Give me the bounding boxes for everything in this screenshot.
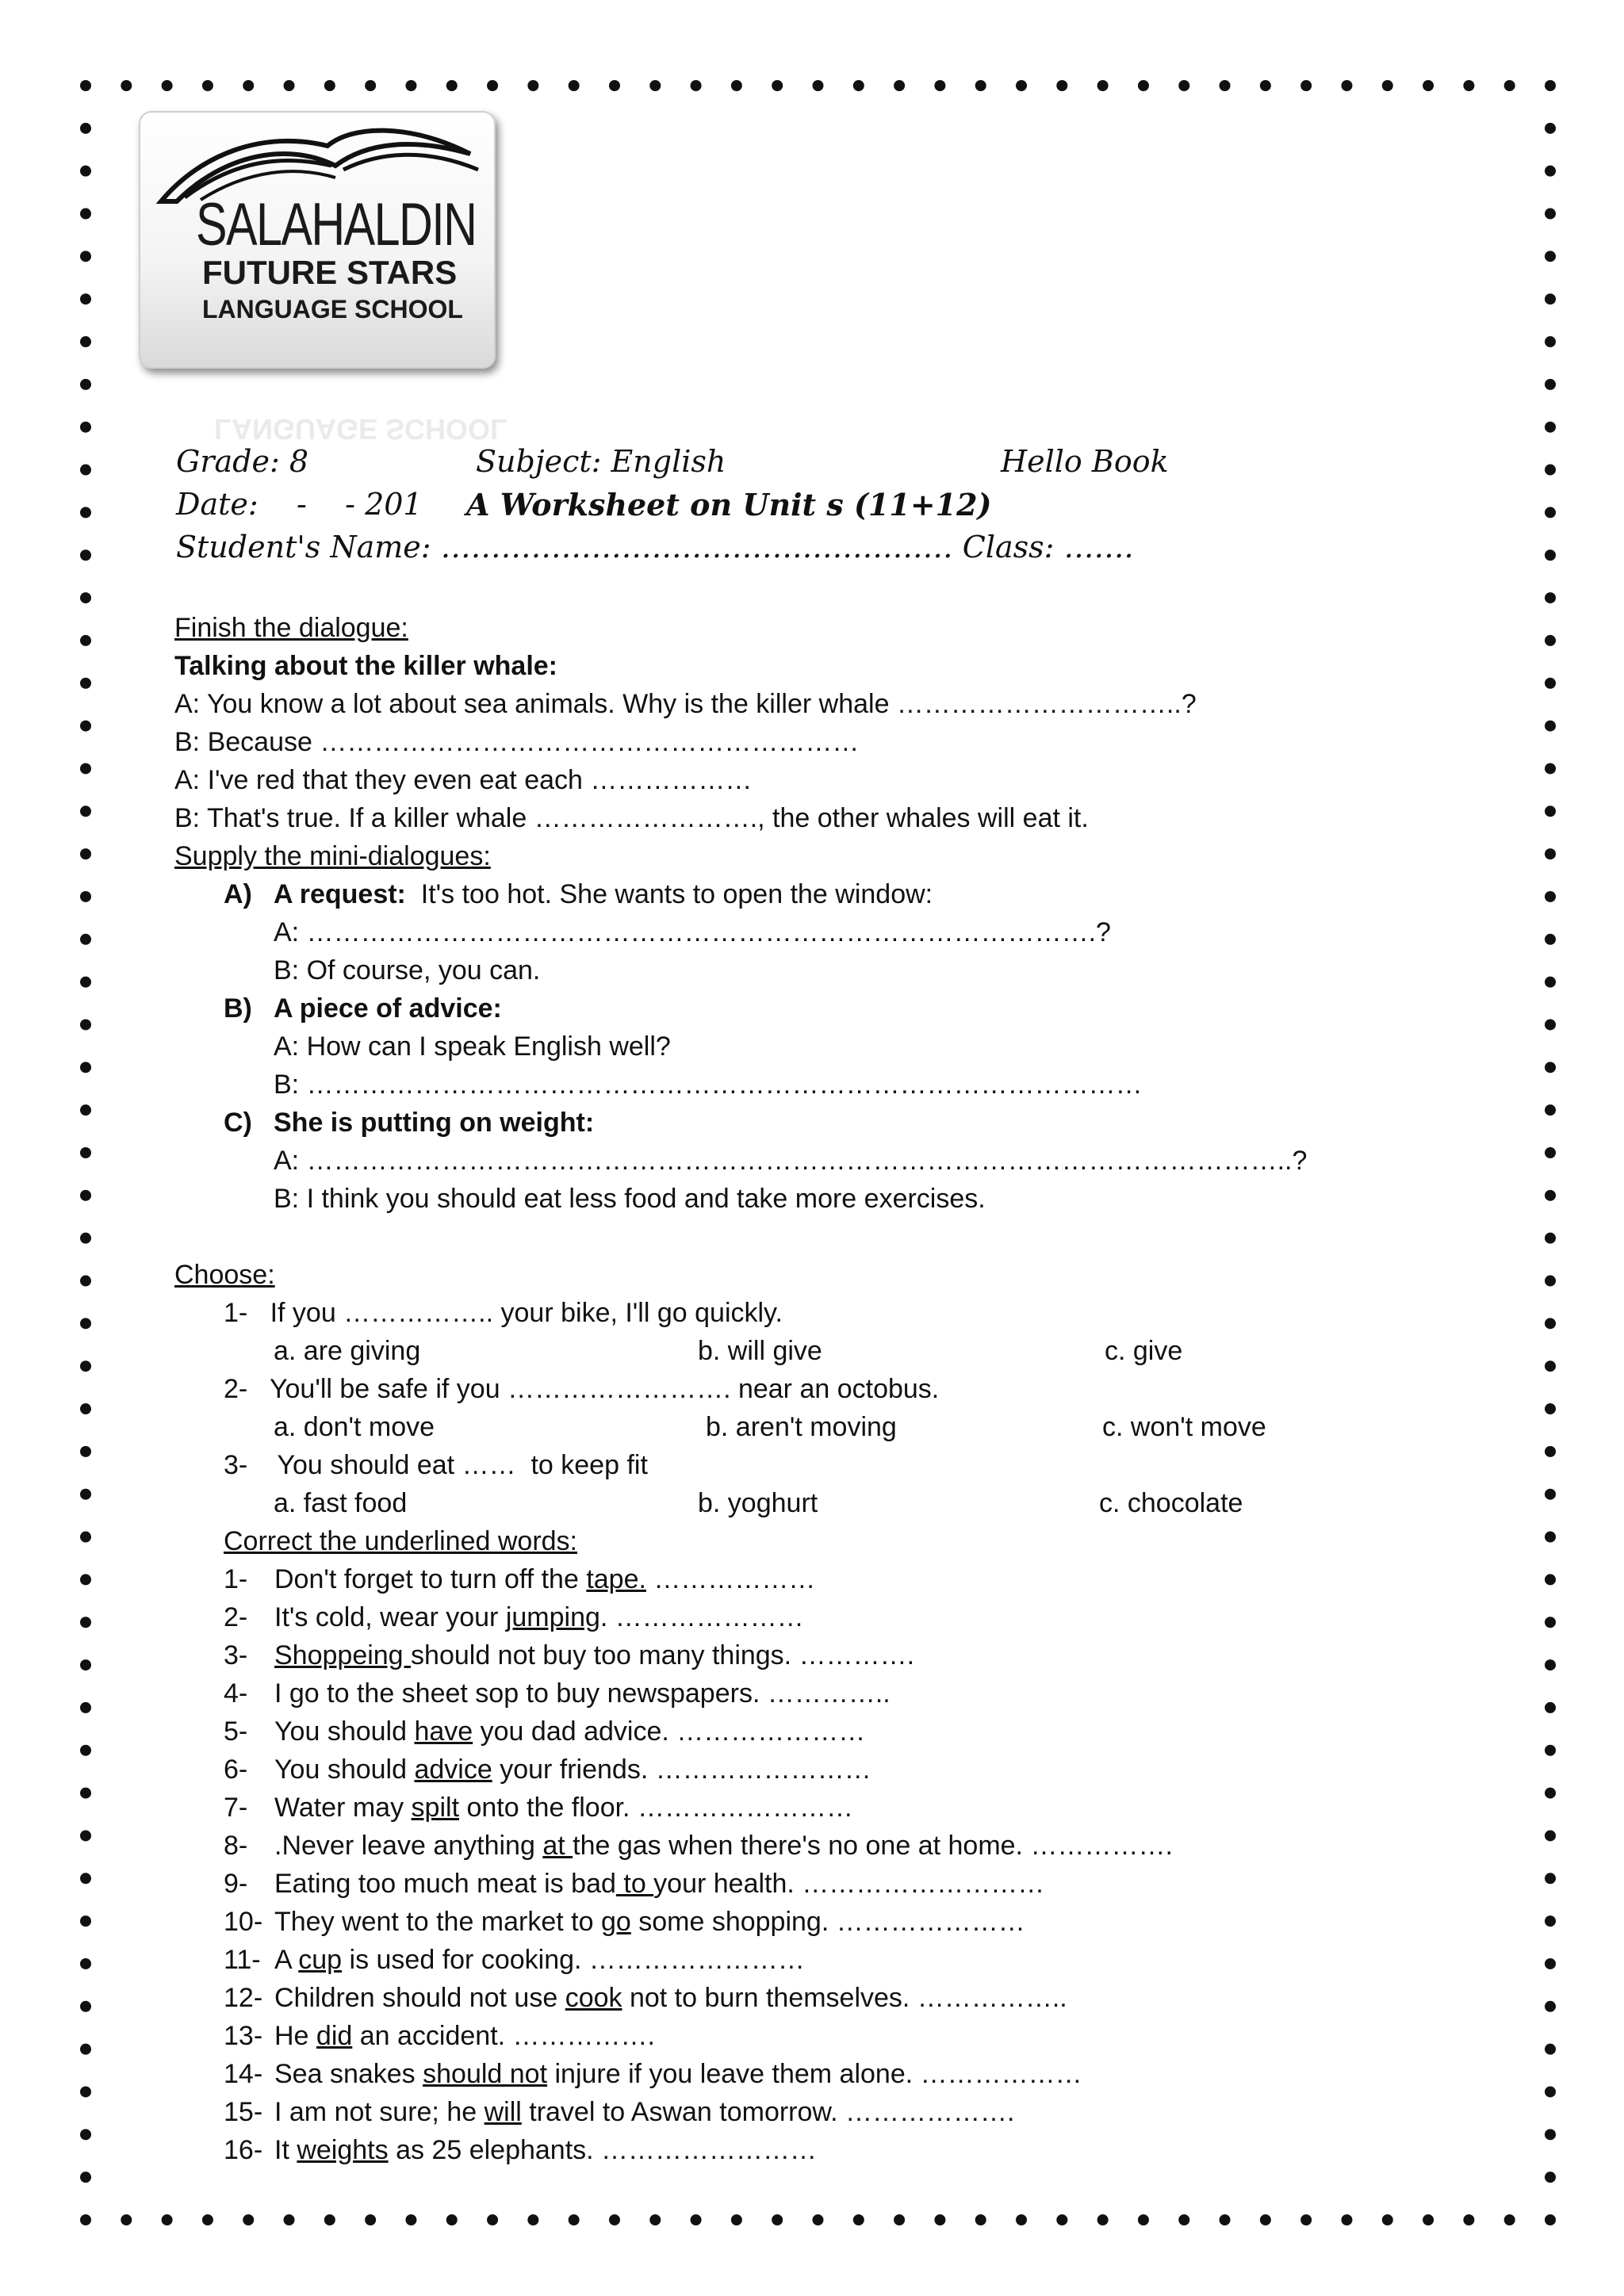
choose-q3-b: b. yoghurt bbox=[698, 1488, 818, 1518]
correct-item bbox=[224, 2135, 817, 2166]
choose-q2-b: b. aren't moving bbox=[706, 1412, 897, 1442]
finish-dialogue-heading: Finish the dialogue: bbox=[174, 613, 408, 643]
correct-item-answer: as 25 elephants. …………………… bbox=[388, 2135, 818, 2165]
correct-item-underlined: have bbox=[414, 1716, 473, 1747]
correct-item bbox=[224, 1983, 1067, 2014]
correct-item-text: Eating too much meat is bad bbox=[274, 1869, 616, 1899]
correct-item-text: They went to the market to bbox=[274, 1907, 601, 1937]
correct-item-underlined: will bbox=[484, 2097, 522, 2127]
dialogue-line-3: A: I've red that they even eat each ……………… bbox=[174, 765, 753, 795]
correct-item-answer: not to burn themselves. …………….. bbox=[622, 1983, 1067, 2013]
item-c-line-1: A: ………………………………………………………………………………………………..? bbox=[274, 1146, 1308, 1176]
correct-item-underlined: jumping bbox=[505, 1602, 600, 1632]
correct-item-number: 13- bbox=[224, 2021, 263, 2051]
correct-item-underlined: did bbox=[316, 2021, 353, 2051]
correct-item-number: 1- bbox=[224, 1564, 248, 1594]
worksheet-title: A Worksheet on Unit s (11+12) bbox=[466, 487, 992, 522]
correct-item bbox=[224, 2097, 1014, 2128]
correct-item-number: 3- bbox=[224, 1640, 248, 1670]
item-b-title: A piece of advice: bbox=[274, 993, 502, 1024]
choose-q1-a: a. are giving bbox=[274, 1336, 421, 1366]
choose-heading: Choose: bbox=[174, 1260, 275, 1290]
student-name-line: Student's Name: …………………………………………… Class: ……. bbox=[176, 530, 1134, 564]
correct-item bbox=[224, 2021, 655, 2052]
choose-q3-a: a. fast food bbox=[274, 1488, 408, 1518]
correct-item-text: You should bbox=[274, 1755, 415, 1785]
killer-whale-subheading: Talking about the killer whale: bbox=[174, 651, 558, 681]
item-b-label: B) bbox=[224, 993, 252, 1024]
mini-dialogues-heading: Supply the mini-dialogues: bbox=[174, 841, 491, 871]
correct-item-text: Water may bbox=[274, 1793, 412, 1823]
correct-item-underlined: to bbox=[615, 1869, 654, 1899]
correct-item-underlined: go bbox=[600, 1907, 631, 1937]
item-a-title: A request: bbox=[274, 879, 406, 909]
choose-q2-c: c. won't move bbox=[1102, 1412, 1266, 1442]
choose-q1-c: c. give bbox=[1105, 1336, 1183, 1366]
dialogue-line-1: A: You know a lot about sea animals. Why is the killer whale …………………………..? bbox=[174, 689, 1197, 719]
correct-item-underlined: tape. bbox=[586, 1564, 646, 1594]
correct-item-text: It's cold, wear your bbox=[274, 1602, 506, 1632]
correct-item-text: He bbox=[274, 2021, 316, 2051]
item-b-line-1: A: How can I speak English well? bbox=[274, 1031, 671, 1062]
correct-item-number: 5- bbox=[224, 1716, 248, 1747]
correct-item bbox=[224, 1907, 1025, 1938]
correct-item-answer: injure if you leave them alone. ……………… bbox=[547, 2059, 1082, 2089]
correct-item-answer: an accident. ……………. bbox=[352, 2021, 655, 2051]
correct-item-underlined: advice bbox=[414, 1755, 492, 1785]
choose-q2-a: a. don't move bbox=[274, 1412, 435, 1442]
correct-item-text: Don't forget to turn off the bbox=[274, 1564, 587, 1594]
logo-line-3: LANGUAGE SCHOOL bbox=[202, 295, 463, 323]
correct-item-underlined: Shoppeing bbox=[274, 1640, 412, 1670]
correct-item-answer: you dad advice. ………………… bbox=[473, 1716, 866, 1747]
correct-item-text: Children should not use bbox=[274, 1983, 565, 2013]
correct-item-number: 10- bbox=[224, 1907, 263, 1937]
correct-heading: Correct the underlined words: bbox=[224, 1526, 578, 1556]
item-c-label: C) bbox=[224, 1108, 252, 1138]
correct-item-underlined: weights bbox=[297, 2135, 389, 2165]
correct-item-number: 4- bbox=[224, 1678, 248, 1709]
date-label: Date: - - 201 bbox=[176, 487, 423, 522]
school-logo bbox=[139, 111, 496, 369]
correct-item-answer: your friends. …………………… bbox=[492, 1755, 871, 1785]
correct-item bbox=[224, 2059, 1082, 2090]
correct-item-number: 12- bbox=[224, 1983, 263, 2013]
correct-item-text: Sea snakes bbox=[274, 2059, 423, 2089]
correct-item-underlined: cook bbox=[565, 1983, 622, 2013]
dialogue-line-2: B: Because …………………………………………………… bbox=[174, 727, 860, 757]
correct-item bbox=[224, 1793, 853, 1823]
correct-item bbox=[224, 1831, 1173, 1862]
correct-item-number: 8- bbox=[224, 1831, 248, 1861]
choose-q3: 3- You should eat …… to keep fit bbox=[224, 1450, 648, 1480]
logo-line-2: FUTURE STARS bbox=[202, 254, 458, 291]
choose-q1-b: b. will give bbox=[698, 1336, 822, 1366]
correct-item-text: .Never leave anything bbox=[274, 1831, 543, 1861]
choose-q1: 1- If you …………….. your bike, I'll go quickly. bbox=[224, 1298, 783, 1328]
correct-item-number: 15- bbox=[224, 2097, 263, 2127]
logo-line-1: SALAHALDIN bbox=[196, 191, 477, 258]
correct-item-number: 16- bbox=[224, 2135, 263, 2165]
item-a-line-2: B: Of course, you can. bbox=[274, 955, 541, 985]
correct-item bbox=[224, 1678, 891, 1709]
item-a-desc: It's too hot. She wants to open the window: bbox=[405, 879, 933, 909]
correct-item-number: 6- bbox=[224, 1755, 248, 1785]
correct-item-number: 7- bbox=[224, 1793, 248, 1823]
choose-q2: 2- You'll be safe if you ……………………. near an octobus. bbox=[224, 1374, 940, 1404]
item-c-title: She is putting on weight: bbox=[274, 1108, 595, 1138]
correct-item-answer: should not buy too many things. …………. bbox=[411, 1640, 915, 1670]
dialogue-line-4: B: That's true. If a killer whale ……………………., the other whales will eat it. bbox=[174, 803, 1089, 833]
correct-item-underlined: at bbox=[542, 1831, 573, 1861]
choose-q3-c: c. chocolate bbox=[1099, 1488, 1243, 1518]
correct-item bbox=[224, 1640, 914, 1671]
correct-item-answer: your health. ……………………… bbox=[653, 1869, 1045, 1899]
correct-item-answer: the gas when there's no one at home. ……………. bbox=[573, 1831, 1173, 1861]
correct-item bbox=[224, 1716, 865, 1747]
correct-item bbox=[224, 1755, 871, 1785]
correct-item-number: 14- bbox=[224, 2059, 263, 2089]
correct-item-answer: some shopping. ………………… bbox=[630, 1907, 1025, 1937]
logo-reflection: LANGUAGE SCHOOL bbox=[214, 413, 508, 446]
correct-item-answer: ……………… bbox=[645, 1564, 816, 1594]
correct-item-underlined: should not bbox=[423, 2059, 548, 2089]
correct-item-text: A bbox=[274, 1945, 299, 1975]
correct-item-text: It bbox=[274, 2135, 297, 2165]
correct-item-number: 9- bbox=[224, 1869, 248, 1899]
correct-item-answer: . ………………… bbox=[599, 1602, 804, 1632]
correct-item-number: 11- bbox=[224, 1945, 261, 1975]
correct-item-number: 2- bbox=[224, 1602, 248, 1632]
correct-item bbox=[224, 1602, 804, 1633]
correct-item-answer: is used for cooking. …………………… bbox=[342, 1945, 805, 1975]
item-b-line-2: B: ………………………………………………………………………………… bbox=[274, 1070, 1143, 1100]
correct-item-text: You should bbox=[274, 1716, 415, 1747]
item-a-line-1: A: …………………………………………………………………………….? bbox=[274, 917, 1111, 947]
correct-item-answer: travel to Aswan tomorrow. ………………. bbox=[521, 2097, 1015, 2127]
correct-item-text: I go to the sheet sop to buy newspapers. ………….. bbox=[274, 1678, 891, 1709]
item-a-label: A) bbox=[224, 879, 252, 909]
grade-label: Grade: 8 bbox=[176, 444, 309, 479]
item-a-text bbox=[274, 879, 933, 910]
item-c-line-2: B: I think you should eat less food and take more exercises. bbox=[274, 1184, 986, 1214]
book-label: Hello Book bbox=[1001, 444, 1169, 479]
correct-item bbox=[224, 1564, 815, 1595]
correct-item bbox=[224, 1945, 805, 1976]
correct-item-underlined: spilt bbox=[411, 1793, 460, 1823]
correct-item-text: I am not sure; he bbox=[274, 2097, 485, 2127]
correct-item bbox=[224, 1869, 1044, 1900]
subject-label: Subject: English bbox=[476, 444, 726, 479]
correct-item-answer: onto the floor. …………………… bbox=[459, 1793, 853, 1823]
correct-item-underlined: cup bbox=[298, 1945, 343, 1975]
